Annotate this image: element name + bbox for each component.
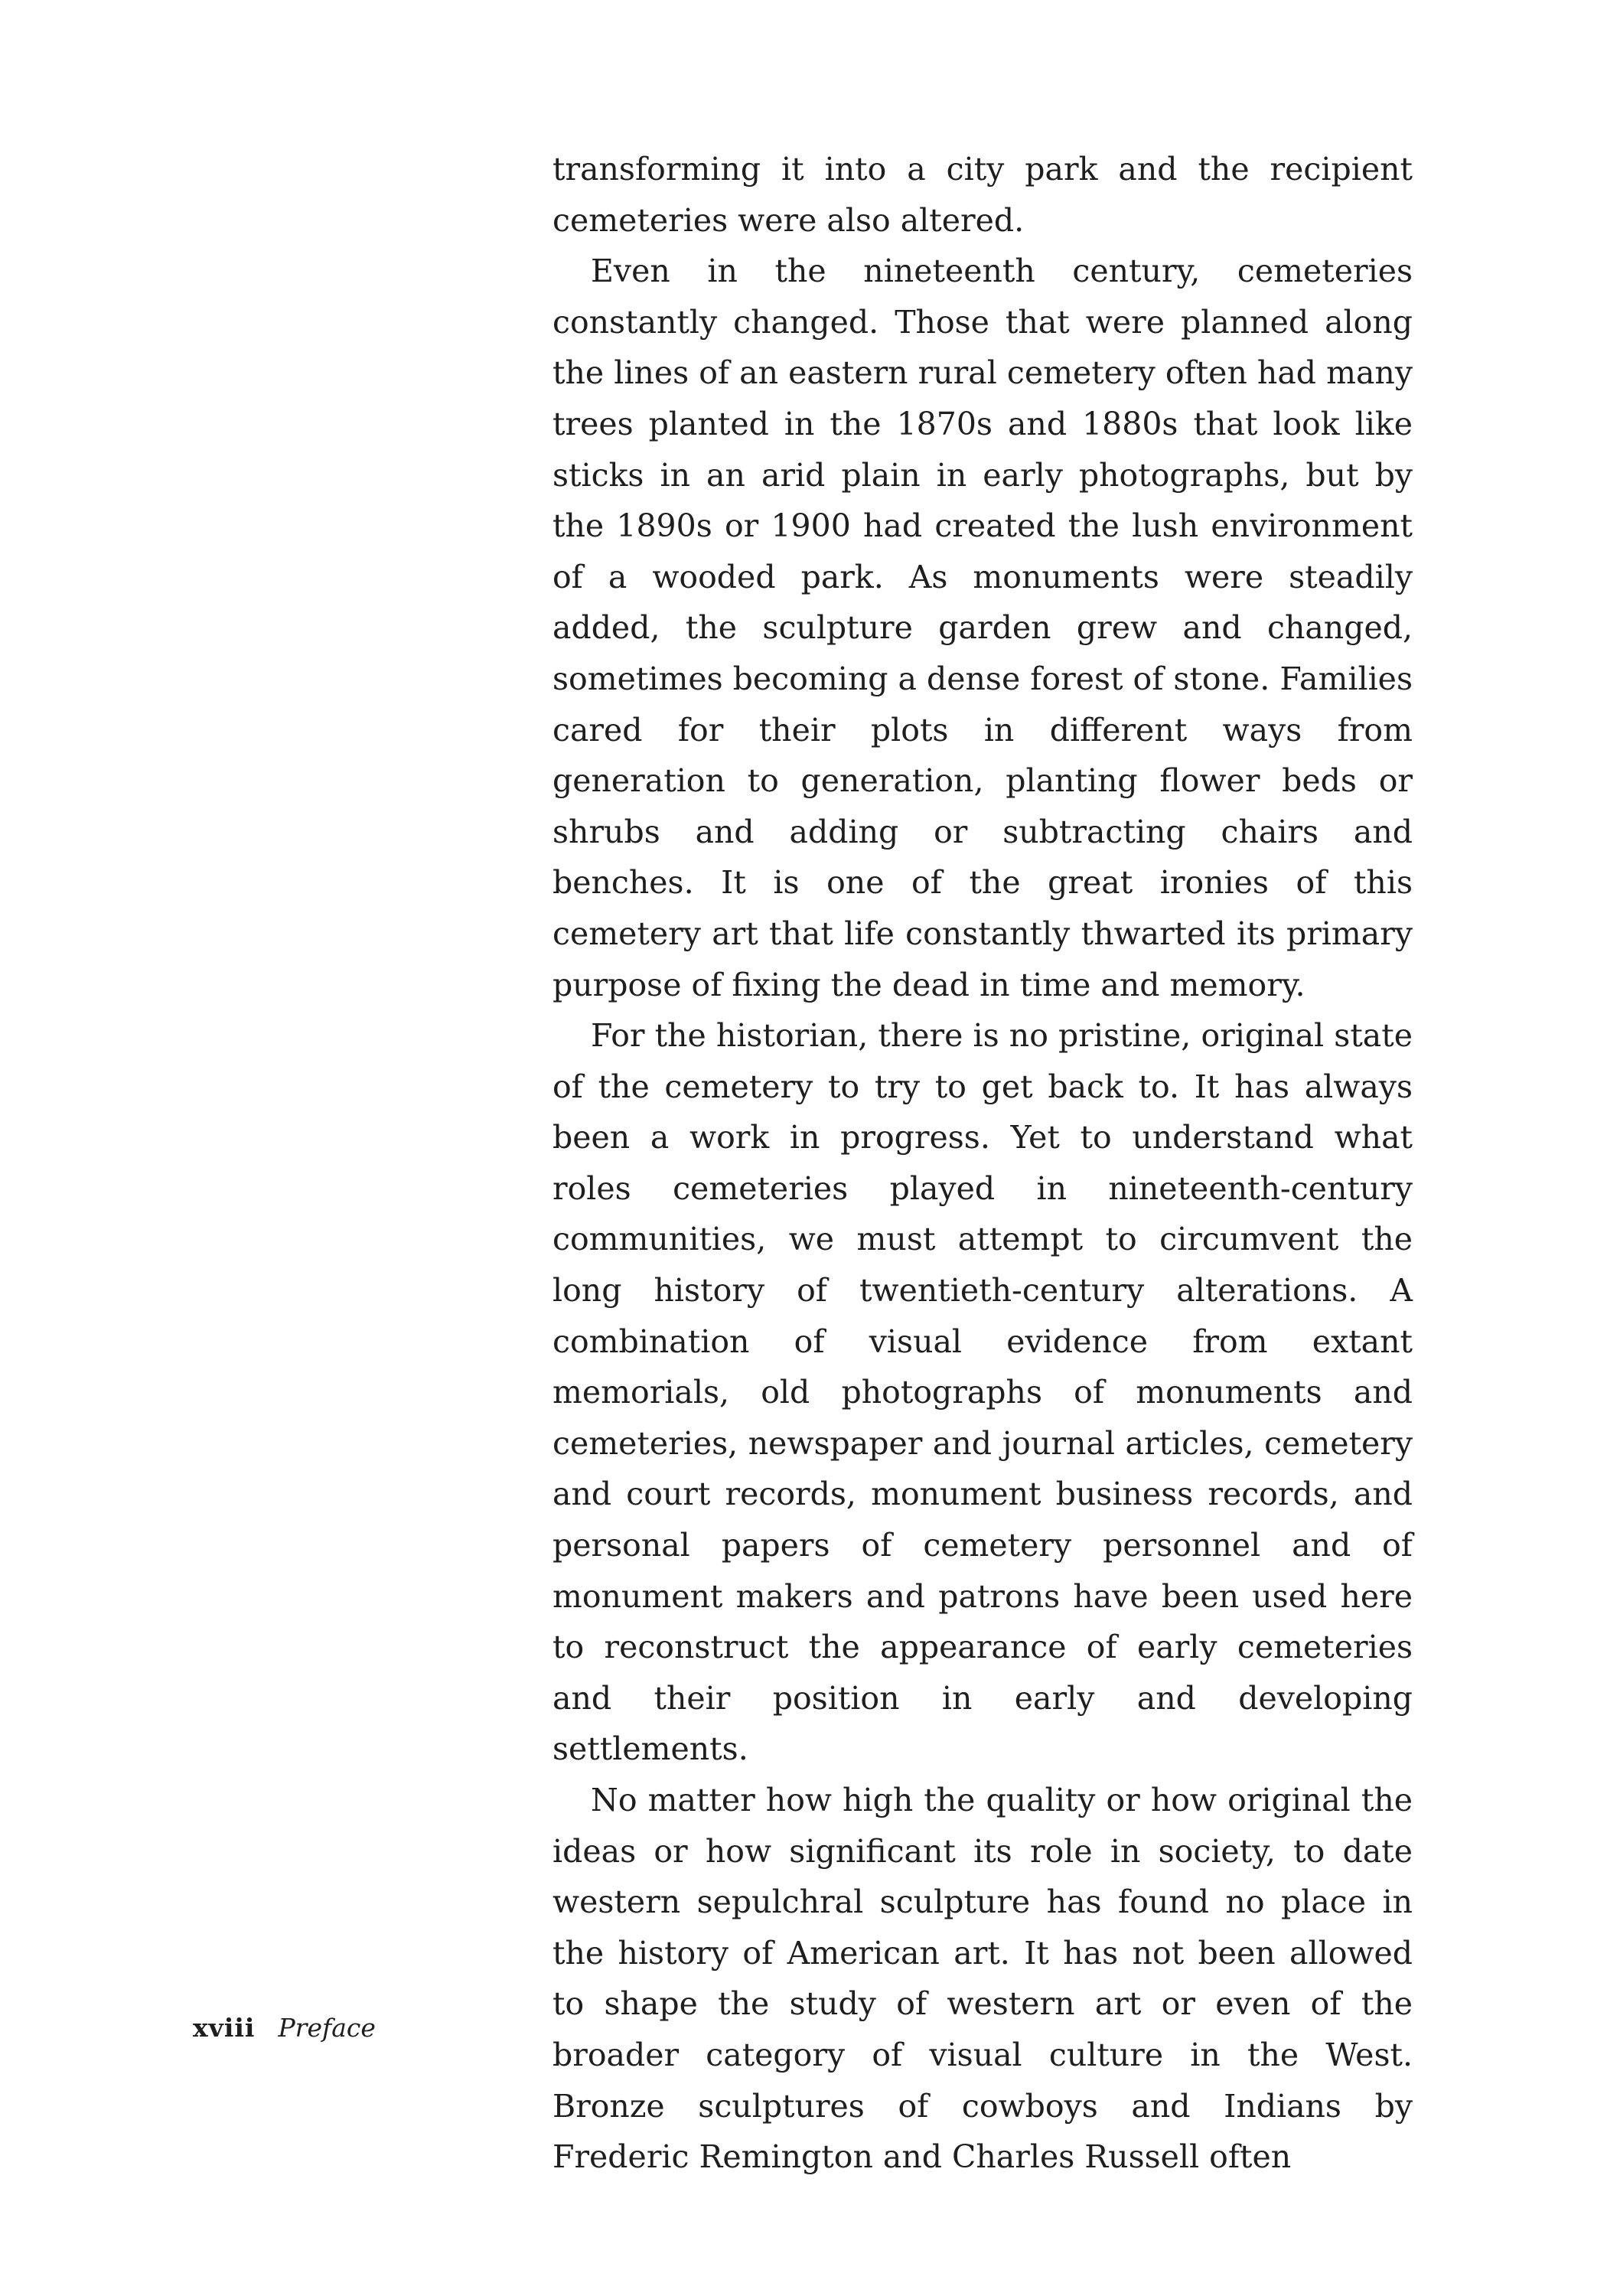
body-text: [553, 144, 1413, 2183]
paragraph-historian: For the historian, there is no pristine, original state of the cemetery to try to get back to. It has always been a work in progress. Yet to understand what roles cemeteries played in nineteenth-century communities, we must attempt to circumvent the long history of twentieth-century alterations. A combination of visual evidence from extant memorials, old photographs of monuments and cemeteries, newspaper and journal articles, cemetery and court records, monument business records, and personal papers of cemetery personnel and of monument makers and patrons have been used here to reconstruct the appearance of early cemeteries and their position in early and developing settlements.: [553, 1017, 1413, 1768]
running-head: Preface: [278, 2013, 376, 2043]
paragraph-continuation: transforming it into a city park and the recipient cemeteries were also altered.: [553, 151, 1413, 239]
paragraph-cemeteries-changed: Even in the nineteenth century, cemeteries constantly changed. Those that were planned along the lines of an eastern rural cemetery often had many trees planted in the 1870s and 1880s that look like sticks in an arid plain in early photographs, but by the 1890s or 1900 had created the lush environment of a wooded park. As monuments were steadily added, the sculpture garden grew and changed, sometimes becoming a dense forest of stone. Families cared for their plots in different ways from generation to generation, planting flower beds or shrubs and adding or subtracting chairs and benches. It is one of the great ironies of this cemetery art that life constantly thwarted its primary purpose of fixing the dead in time and memory.: [553, 253, 1413, 1003]
paragraph-western-sculpture: No matter how high the quality or how original the ideas or how significant its role in society, to date western sepulchral sculpture has found no place in the history of American art. It has not been allowed to shape the study of western art or even of the broader category of visual culture in the West. Bronze sculptures of cowboys and Indians by Frederic Remington and Charles Russell often: [553, 1782, 1413, 2176]
page-number: xviii: [193, 2013, 256, 2043]
page-footer: [193, 2013, 376, 2043]
